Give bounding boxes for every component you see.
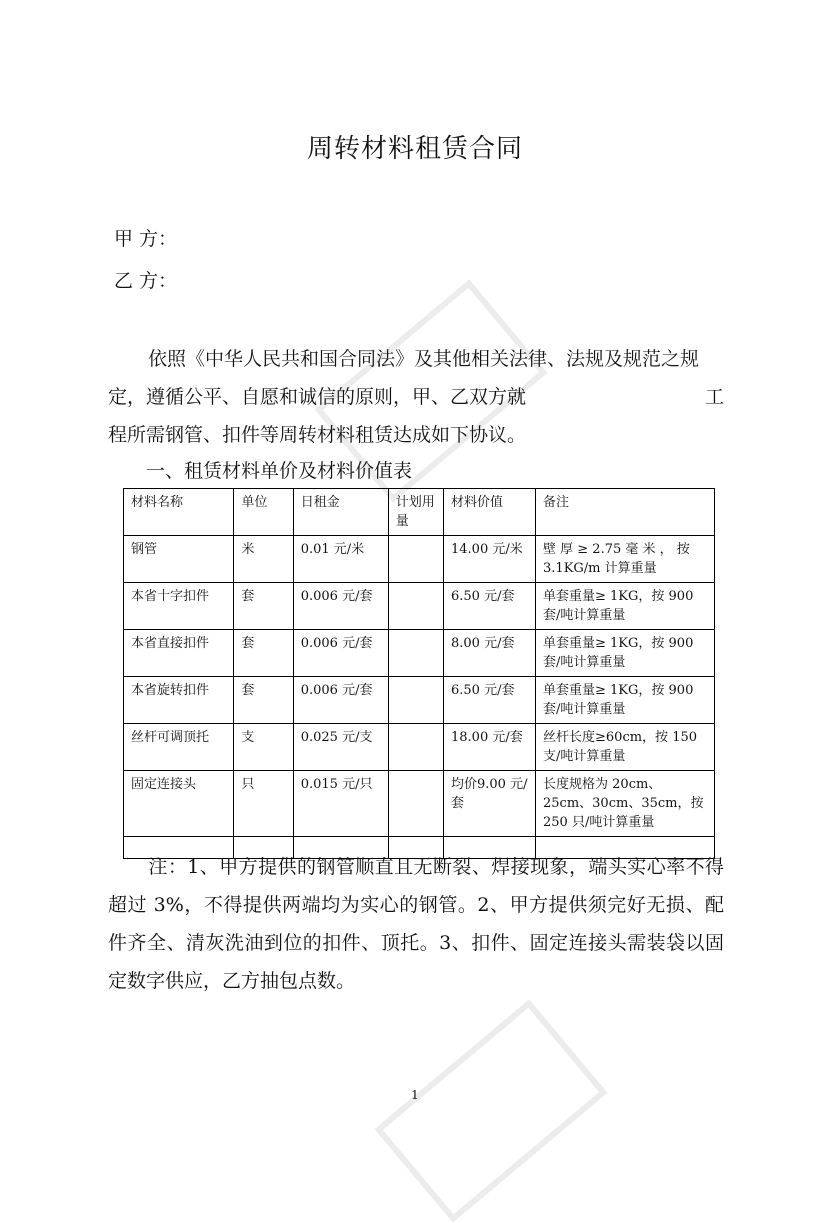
table-cell: [388, 677, 443, 724]
header-cell: 备注: [536, 489, 715, 536]
intro-line-2-end: 工: [704, 386, 724, 408]
header-cell: 计划用量: [388, 489, 443, 536]
table-cell: 8.00 元/套: [444, 630, 536, 677]
table-cell: 0.006 元/套: [293, 630, 388, 677]
table-row: [124, 724, 715, 771]
table-cell: 0.01 元/米: [293, 536, 388, 583]
document-title: 周转材料租赁合同: [306, 134, 523, 164]
header-cell: 单位: [234, 489, 293, 536]
table-cell: 18.00 元/套: [444, 724, 536, 771]
table-row: [124, 677, 715, 724]
table-cell: 0.015 元/只: [293, 771, 388, 837]
table-row: [124, 583, 715, 630]
note-text: 注：1、甲方提供的钢管顺直且无断裂、焊接现象，端头实心率不得超过 3%，不得提供两端均为实心的钢管。2、甲方提供须完好无损、配件齐全、清灰洗油到位的扣件、顶托。3、扣件、固定连接头需装袋以固定数字供应，乙方抽包点数。: [108, 856, 724, 992]
watermark-frame: [374, 999, 607, 1222]
header-cell: 材料名称: [124, 489, 234, 536]
party-b-label: 乙 方：: [114, 270, 178, 292]
table-cell: 丝杆可调顶托: [124, 724, 234, 771]
table-cell: 长度规格为 20cm、25cm、30cm、35cm，按 250 只/吨计算重量: [536, 771, 715, 837]
table-cell: [388, 630, 443, 677]
intro-paragraph: [108, 340, 724, 454]
table-cell: 0.006 元/套: [293, 677, 388, 724]
header-cell: 材料价值: [444, 489, 536, 536]
table-cell: 米: [234, 536, 293, 583]
table-row: [124, 771, 715, 837]
table-cell: [388, 583, 443, 630]
header-cell: 日租金: [293, 489, 388, 536]
table-cell: 0.006 元/套: [293, 583, 388, 630]
table-header-row: [124, 489, 715, 536]
table-cell: 丝杆长度≥60cm，按 150 支/吨计算重量: [536, 724, 715, 771]
table-cell: 固定连接头: [124, 771, 234, 837]
table-cell: 本省旋转扣件: [124, 677, 234, 724]
intro-line-1: 依照《中华人民共和国合同法》及其他相关法律、法规及规范之规: [148, 348, 700, 370]
table-cell: 套: [234, 583, 293, 630]
table-cell: 套: [234, 630, 293, 677]
table-cell: 套: [234, 677, 293, 724]
section-heading: 一、租赁材料单价及材料价值表: [146, 460, 413, 482]
table-cell: 本省直接扣件: [124, 630, 234, 677]
table-cell: 壁 厚 ≥ 2.75 毫 米 ， 按 3.1KG/m 计算重量: [536, 536, 715, 583]
table-cell: 单套重量≥ 1KG，按 900 套/吨计算重量: [536, 677, 715, 724]
table-cell: 本省十字扣件: [124, 583, 234, 630]
table-cell: 支: [234, 724, 293, 771]
table-cell: 钢管: [124, 536, 234, 583]
table-cell: 6.50 元/套: [444, 677, 536, 724]
table-cell: [388, 724, 443, 771]
intro-line-3: 程所需钢管、扣件等周转材料租赁达成如下协议。: [108, 424, 527, 446]
table-row: [124, 536, 715, 583]
table-row: [124, 630, 715, 677]
table-cell: 0.025 元/支: [293, 724, 388, 771]
table-cell: 单套重量≥ 1KG，按 900 套/吨计算重量: [536, 630, 715, 677]
intro-line-2: 定，遵循公平、自愿和诚信的原则，甲、乙双方就: [108, 386, 527, 408]
table-cell: 14.00 元/米: [444, 536, 536, 583]
table-cell: 只: [234, 771, 293, 837]
table-cell: 均价9.00 元/套: [444, 771, 536, 837]
note-paragraph: [108, 848, 724, 1000]
party-a-label: 甲 方：: [114, 228, 178, 250]
table-cell: [388, 771, 443, 837]
table-cell: [388, 536, 443, 583]
table-cell: 单套重量≥ 1KG，按 900 套/吨计算重量: [536, 583, 715, 630]
material-price-table: [123, 488, 715, 859]
page-number: 1: [411, 1088, 419, 1102]
table-cell: 6.50 元/套: [444, 583, 536, 630]
